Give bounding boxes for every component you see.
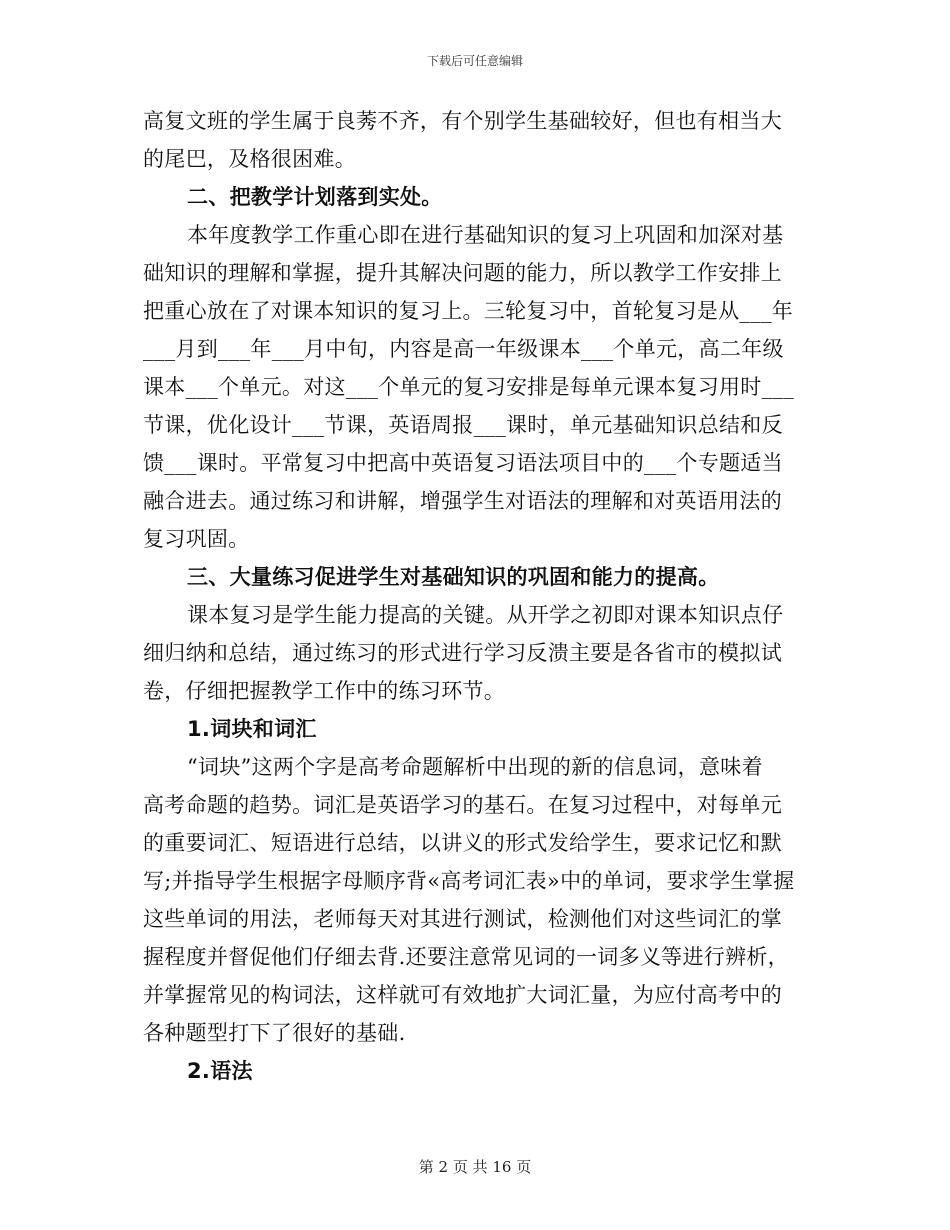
text-line: 写;并指导学生根据字母顺序背«高考词汇表»中的单词，要求学生掌握 [143,869,795,893]
page-header: 下载后可任意编辑 [426,54,523,68]
subsection-heading: 2.语法 [187,1059,253,1083]
text-line: 馈___课时。平常复习中把高中英语复习语法项目中的___个专题适当 [143,451,783,475]
section-heading: 三、大量练习促进学生对基础知识的巩固和能力的提高。 [187,565,720,589]
page-footer: 第 2 页 共 16 页 [418,1158,532,1176]
text-line: 并掌握常见的构词法，这样就可有效地扩大词汇量，为应付高考中的 [143,983,782,1007]
text-line: “词块”这两个字是高考命题解析中出现的新的信息词，意味着 [187,755,763,779]
text-line: 课本复习是学生能力提高的关键。从开学之初即对课本知识点仔 [187,603,784,627]
text-line: 的重要词汇、短语进行总结，以讲义的形式发给学生，要求记忆和默 [143,831,782,855]
text-line: 把重心放在了对课本知识的复习上。三轮复习中，首轮复习是从___年 [143,299,794,323]
text-line: 卷，仔细把握教学工作中的练习环节。 [143,679,506,703]
text-line: 高考命题的趋势。词汇是英语学习的基石。在复习过程中，对每单元 [143,793,782,817]
text-line: 本年度教学工作重心即在进行基础知识的复习上巩固和加深对基 [187,223,784,247]
text-line: ___月到___年___月中旬，内容是高一年级课本___个单元，高二年级 [143,337,784,361]
text-line: 握程度并督促他们仔细去背.还要注意常见词的一词多义等进行辨析， [143,945,789,969]
section-heading: 二、把教学计划落到实处。 [187,185,443,209]
text-line: 础知识的理解和掌握，提升其解决问题的能力，所以教学工作安排上 [143,261,782,285]
text-line: 课本___个单元。对这___个单元的复习安排是每单元课本复习用时___ [143,375,794,399]
text-line: 融合进去。通过练习和讲解，增强学生对语法的理解和对英语用法的 [143,489,782,513]
text-line: 细归纳和总结，通过练习的形式进行学习反溃主要是各省市的模拟试 [143,641,782,665]
text-line: 节课，优化设计___节课，英语周报___课时，单元基础知识总结和反 [143,413,783,437]
text-line: 的尾巴，及格很困难。 [143,147,356,171]
text-line: 复习巩固。 [143,527,250,551]
text-line: 各种题型打下了很好的基础. [143,1021,406,1045]
text-line: 这些单词的用法，老师每天对其进行测试，检测他们对这些词汇的掌 [143,907,782,931]
document-body [143,102,813,1090]
text-line: 高复文班的学生属于良莠不齐，有个别学生基础较好，但也有相当大 [143,109,782,133]
subsection-heading: 1.词块和词汇 [187,717,317,741]
